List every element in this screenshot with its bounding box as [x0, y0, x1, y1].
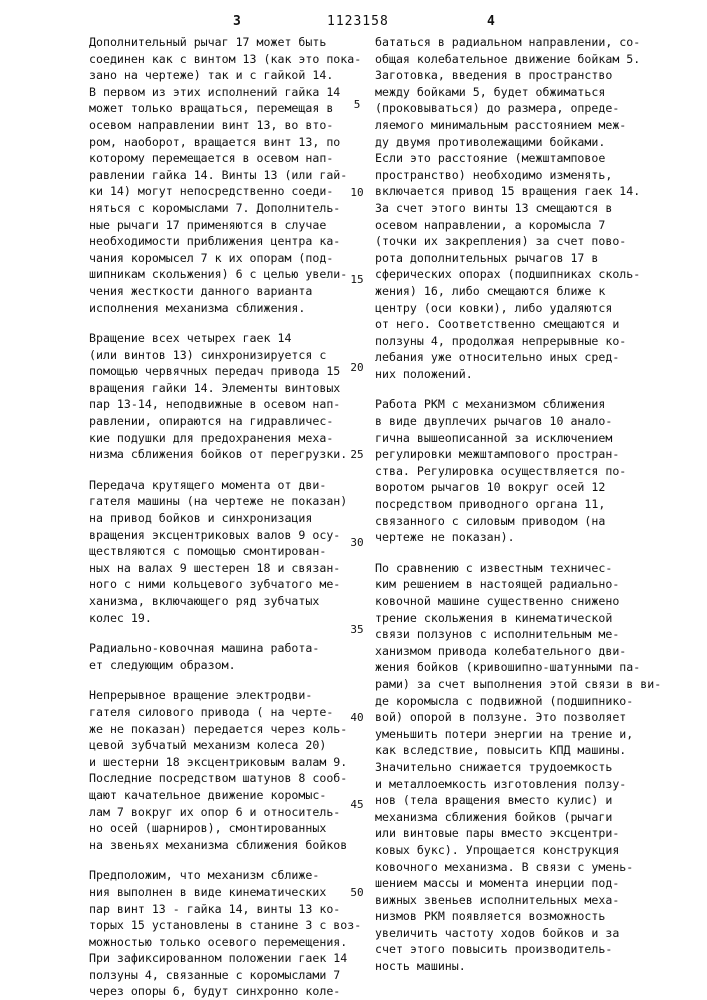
- text-line: центру (оси ковки), либо удаляются: [375, 300, 637, 317]
- text-line: колес 19.: [89, 610, 351, 627]
- line-number: 50: [345, 886, 369, 899]
- text-line: Заготовка, введения в пространство: [375, 67, 637, 84]
- text-line: трение скольжения в кинематической: [375, 610, 637, 627]
- text-line: или винтовые пары вместо эксцентри-: [375, 825, 637, 842]
- text-line: бататься в радиальном направлении, со-: [375, 34, 637, 51]
- text-line: гателя машины (на чертеже не показан): [89, 493, 351, 510]
- text-line: цевой зубчатый механизм колеса 20): [89, 737, 351, 754]
- text-line: посредством приводного органа 11,: [375, 496, 637, 513]
- text-line: низма сближения бойков от перегрузки.: [89, 446, 351, 463]
- text-line: осевом направлении, а коромысла 7: [375, 217, 637, 234]
- text-line: ханизма, включающего ряд зубчатых: [89, 593, 351, 610]
- line-number: 20: [345, 361, 369, 374]
- paragraph-gap: [89, 626, 351, 640]
- text-line: рота дополнительных рычагов 17 в: [375, 250, 637, 267]
- text-line: на привод бойков и синхронизация: [89, 510, 351, 527]
- text-line: которому перемещается в осевом нап-: [89, 150, 351, 167]
- text-line: низмов РКМ появляется возможность: [375, 908, 637, 925]
- text-line: ки 14) могут непосредственно соеди-: [89, 183, 351, 200]
- text-line: кие подушки для предохранения меха-: [89, 430, 351, 447]
- text-line: Последние посредством шатунов 8 сооб-: [89, 770, 351, 787]
- text-line: пар винт 13 - гайка 14, винты 13 ко-: [89, 901, 351, 918]
- line-number: 25: [345, 448, 369, 461]
- text-line: (точки их закрепления) за счет пово-: [375, 233, 637, 250]
- text-line: общая колебательное движение бойкам 5.: [375, 51, 637, 68]
- text-line: и шестерни 18 эксцентриковым валам 9.: [89, 754, 351, 771]
- text-line: ных на валах 9 шестерен 18 и связан-: [89, 560, 351, 577]
- text-line: ким решением в настоящей радиально-: [375, 576, 637, 593]
- text-line: (или винтов 13) синхронизируется с: [89, 347, 351, 364]
- text-line: ковочной машине существенно снижено: [375, 593, 637, 610]
- text-line: необходимости приближения центра ка-: [89, 233, 351, 250]
- text-line: Радиально-ковочная машина работа-: [89, 640, 351, 657]
- line-number: 35: [345, 623, 369, 636]
- text-line: зано на чертеже) так и с гайкой 14.: [89, 67, 351, 84]
- text-line: воротом рычагов 10 вокруг осей 12: [375, 479, 637, 496]
- page-number-left: 3: [233, 14, 241, 29]
- left-text-column: [89, 34, 351, 1000]
- text-line: жения бойков (кривошипно-шатунными па-: [375, 659, 637, 676]
- text-line: них положений.: [375, 366, 637, 383]
- paragraph-gap: [89, 673, 351, 687]
- line-number: 5: [345, 98, 369, 111]
- text-line: включается привод 15 вращения гаек 14.: [375, 183, 637, 200]
- page-number-right: 4: [487, 14, 495, 29]
- text-line: вой) опорой в ползуне. Это позволяет: [375, 709, 637, 726]
- paragraph-gap: [89, 853, 351, 867]
- text-line: ные рычаги 17 применяются в случае: [89, 217, 351, 234]
- text-line: Предположим, что механизм сближе-: [89, 867, 351, 884]
- paragraph-gap: [89, 316, 351, 330]
- text-line: помощью червячных передач привода 15: [89, 363, 351, 380]
- text-line: чертеже не показан).: [375, 529, 637, 546]
- text-line: няться с коромыслами 7. Дополнитель-: [89, 200, 351, 217]
- text-line: между бойками 5, будет обжиматься: [375, 84, 637, 101]
- text-line: ду двумя противолежащими бойками.: [375, 134, 637, 151]
- text-line: ства. Регулировка осуществляется по-: [375, 463, 637, 480]
- text-line: торых 15 установлены в станине 3 с воз-: [89, 917, 351, 934]
- text-line: вращения гайки 14. Элементы винтовых: [89, 380, 351, 397]
- line-number: 15: [345, 273, 369, 286]
- text-line: же не показан) передается через коль-: [89, 721, 351, 738]
- text-line: ползуны 4, продолжая непрерывные ко-: [375, 333, 637, 350]
- text-line: как вследствие, повысить КПД машины.: [375, 742, 637, 759]
- text-line: но осей (шарниров), смонтированных: [89, 820, 351, 837]
- text-line: ществляются с помощью смонтирован-: [89, 543, 351, 560]
- text-line: пространство) необходимо изменять,: [375, 167, 637, 184]
- text-line: пар 13-14, неподвижные в осевом нап-: [89, 396, 351, 413]
- text-line: ползуны 4, связанные с коромыслами 7: [89, 967, 351, 984]
- paragraph-gap: [375, 546, 637, 560]
- text-line: соединен как с винтом 13 (как это пока-: [89, 51, 351, 68]
- text-line: равлении, опираются на гидравличес-: [89, 413, 351, 430]
- text-line: связанного с силовым приводом (на: [375, 513, 637, 530]
- text-line: ковочного механизма. В связи с умень-: [375, 859, 637, 876]
- text-line: Если это расстояние (межштамповое: [375, 150, 637, 167]
- line-number: 40: [345, 711, 369, 724]
- text-line: ковых букс). Упрощается конструкция: [375, 842, 637, 859]
- text-line: ния выполнен в виде кинематических: [89, 884, 351, 901]
- right-text-column: [375, 34, 637, 975]
- text-line: нов (тела вращения вместо кулис) и: [375, 792, 637, 809]
- text-line: В первом из этих исполнений гайка 14: [89, 84, 351, 101]
- text-line: через опоры 6, будут синхронно коле-: [89, 983, 351, 1000]
- text-line: может только вращаться, перемещая в: [89, 100, 351, 117]
- text-line: По сравнению с известным техничес-: [375, 560, 637, 577]
- text-line: чения жесткости данного варианта: [89, 283, 351, 300]
- line-number: 10: [345, 186, 369, 199]
- text-line: осевом направлении винт 13, во вто-: [89, 117, 351, 134]
- text-line: вижных звеньев исполнительных меха-: [375, 892, 637, 909]
- text-line: связи ползунов с исполнительным ме-: [375, 626, 637, 643]
- text-line: гична вышеописанной за исключением: [375, 430, 637, 447]
- text-line: Дополнительный рычаг 17 может быть: [89, 34, 351, 51]
- text-line: ляемого минимальным расстоянием меж-: [375, 117, 637, 134]
- text-line: ность машины.: [375, 958, 637, 975]
- text-line: ром, наоборот, вращается винт 13, по: [89, 134, 351, 151]
- text-line: регулировки межштампового простран-: [375, 446, 637, 463]
- text-line: шением массы и момента инерции под-: [375, 875, 637, 892]
- paragraph-gap: [375, 382, 637, 396]
- text-line: щают качательное движение коромыс-: [89, 787, 351, 804]
- text-line: уменьшить потери энергии на трение и,: [375, 726, 637, 743]
- paragraph-gap: [89, 463, 351, 477]
- text-line: Передача крутящего момента от дви-: [89, 477, 351, 494]
- text-line: шипникам скольжения) 6 с целью увели-: [89, 266, 351, 283]
- text-line: Значительно снижается трудоемкость: [375, 759, 637, 776]
- text-line: де коромысла с подвижной (подшипнико-: [375, 693, 637, 710]
- text-line: равлении гайка 14. Винты 13 (или гай-: [89, 167, 351, 184]
- text-line: Работа РКМ с механизмом сближения: [375, 396, 637, 413]
- text-line: жения) 16, либо смещаются ближе к: [375, 283, 637, 300]
- text-line: За счет этого винты 13 смещаются в: [375, 200, 637, 217]
- text-line: ханизмом привода колебательного дви-: [375, 643, 637, 660]
- text-line: вращения эксцентриковых валов 9 осу-: [89, 527, 351, 544]
- text-line: ет следующим образом.: [89, 657, 351, 674]
- patent-number: 1123158: [327, 14, 389, 29]
- text-line: (проковываться) до размера, опреде-: [375, 100, 637, 117]
- text-line: счет этого повысить производитель-: [375, 941, 637, 958]
- text-line: лам 7 вокруг их опор 6 и относитель-: [89, 804, 351, 821]
- text-line: Вращение всех четырех гаек 14: [89, 330, 351, 347]
- text-line: ного с ними кольцевого зубчатого ме-: [89, 576, 351, 593]
- text-line: от него. Соответственно смещаются и: [375, 316, 637, 333]
- text-line: исполнения механизма сближения.: [89, 300, 351, 317]
- text-line: механизма сближения бойков (рычаги: [375, 809, 637, 826]
- text-line: можностью только осевого перемещения.: [89, 934, 351, 951]
- text-line: рами) за счет выполнения этой связи в ви-: [375, 676, 637, 693]
- text-line: чания коромысел 7 к их опорам (под-: [89, 250, 351, 267]
- text-line: на звеньях механизма сближения бойков: [89, 837, 351, 854]
- text-line: сферических опорах (подшипниках сколь-: [375, 266, 637, 283]
- text-line: Непрерывное вращение электродви-: [89, 687, 351, 704]
- line-number: 30: [345, 536, 369, 549]
- line-number: 45: [345, 798, 369, 811]
- text-line: и металлоемкость изготовления ползу-: [375, 776, 637, 793]
- text-line: увеличить частоту ходов бойков и за: [375, 925, 637, 942]
- text-line: лебания уже относительно иных сред-: [375, 349, 637, 366]
- text-line: При зафиксированном положении гаек 14: [89, 950, 351, 967]
- text-line: в виде двуплечих рычагов 10 анало-: [375, 413, 637, 430]
- text-line: гателя силового привода ( на черте-: [89, 704, 351, 721]
